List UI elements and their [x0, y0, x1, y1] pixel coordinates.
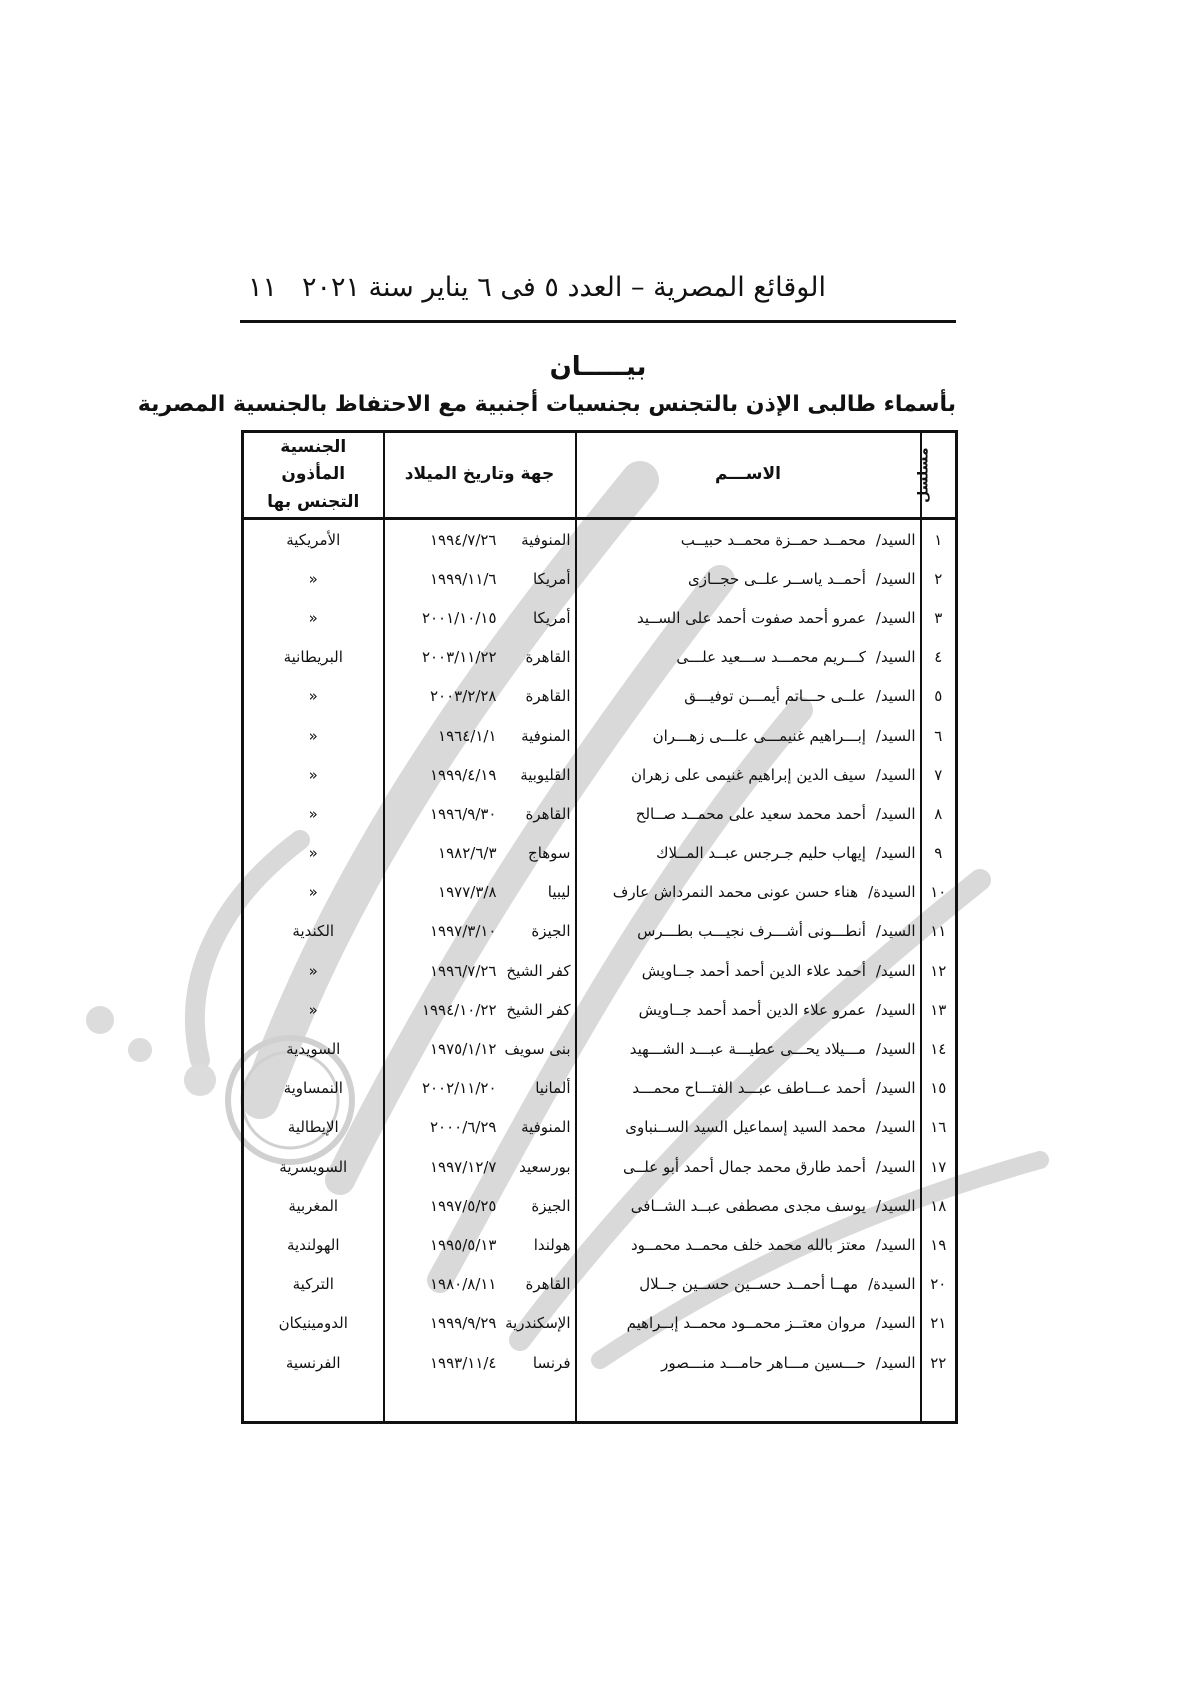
document-subtitle: بأسماء طالبى الإذن بالتجنس بجنسيات أجنبية مع الاحتفاظ بالجنسية المصرية	[137, 392, 956, 417]
table-row	[243, 794, 957, 833]
header-divider	[240, 320, 956, 323]
row-serial: ٥	[921, 677, 957, 716]
table-bottom-padding	[243, 1382, 957, 1423]
row-birth-cell	[384, 638, 576, 677]
row-name-cell	[576, 638, 921, 677]
row-birth-date: ١٩٧٧/٣/٨	[438, 883, 497, 902]
row-serial: ٢١	[921, 1304, 957, 1343]
table-row	[243, 951, 957, 990]
row-serial: ٢٢	[921, 1343, 957, 1382]
table-row	[243, 1304, 957, 1343]
row-serial: ١٤	[921, 1029, 957, 1068]
row-serial: ٧	[921, 755, 957, 794]
row-birth-date: ١٩٩٦/٩/٣٠	[429, 804, 497, 823]
row-serial: ٤	[921, 638, 957, 677]
row-name-cell	[576, 1147, 921, 1186]
row-name-cell	[576, 1265, 921, 1304]
row-birth-date: ١٩٩٤/٧/٢٦	[429, 530, 497, 549]
row-birth-cell	[384, 794, 576, 833]
row-name: مهــا أحمــد حســين حســين جــلال	[639, 1275, 859, 1294]
row-name-cell	[576, 1343, 921, 1382]
row-serial: ٩	[921, 834, 957, 873]
row-birth-cell	[384, 677, 576, 716]
row-serial: ٦	[921, 716, 957, 755]
row-birth-date: ٢٠٠٠/٦/٢٩	[429, 1118, 497, 1137]
row-title-prefix: السيدة/	[868, 1275, 916, 1294]
row-birth-cell	[384, 990, 576, 1029]
column-header-serial-label: مسلسل	[915, 447, 932, 504]
table-row	[243, 990, 957, 1029]
row-title-prefix: السيد/	[875, 1353, 916, 1372]
row-name: أحمد طارق محمد جمال أحمد أبو علــى	[622, 1157, 866, 1176]
row-name-cell	[576, 716, 921, 755]
row-birth-cell	[384, 951, 576, 990]
row-birth-place: الجيزة	[531, 922, 571, 941]
row-name: سيف الدين إبراهيم غنيمى على زهران	[630, 765, 866, 784]
row-name: إبـــراهيم غنيمـــى علـــى زهـــران	[652, 726, 866, 745]
row-birth-cell	[384, 1029, 576, 1068]
row-birth-cell	[384, 519, 576, 560]
row-nationality: الفرنسية	[243, 1343, 384, 1382]
row-name-cell	[576, 598, 921, 637]
row-birth-cell	[384, 598, 576, 637]
table-row	[243, 912, 957, 951]
row-title-prefix: السيد/	[875, 608, 916, 627]
row-serial: ١٧	[921, 1147, 957, 1186]
row-serial: ١	[921, 519, 957, 560]
table-row	[243, 834, 957, 873]
row-title-prefix: السيد/	[875, 1118, 916, 1137]
row-name-cell	[576, 677, 921, 716]
page-number: ١١	[248, 272, 278, 303]
column-header-birth: جهة وتاريخ الميلاد	[384, 432, 576, 519]
row-nationality: «	[243, 755, 384, 794]
row-nationality: «	[243, 794, 384, 833]
row-name: عمرو أحمد صفوت أحمد على الســيد	[637, 608, 866, 627]
row-birth-cell	[384, 755, 576, 794]
row-name: مروان معتــز محمــود محمــد إبــراهيم	[626, 1314, 866, 1333]
row-nationality: الإيطالية	[243, 1108, 384, 1147]
table-row	[243, 1108, 957, 1147]
row-birth-place: الإسكندرية	[505, 1314, 571, 1333]
row-title-prefix: السيد/	[875, 1079, 916, 1098]
row-name: إيهاب حليم جـرجس عبــد المــلاك	[656, 844, 866, 863]
row-name: أحمــد ياســر علــى حجــازى	[687, 569, 866, 588]
row-nationality: «	[243, 834, 384, 873]
row-nationality: التركية	[243, 1265, 384, 1304]
document-title: بيـــــان	[549, 352, 647, 382]
table-row	[243, 1265, 957, 1304]
row-birth-cell	[384, 1225, 576, 1264]
row-serial: ١٢	[921, 951, 957, 990]
row-birth-cell	[384, 1304, 576, 1343]
row-birth-cell	[384, 559, 576, 598]
row-nationality: «	[243, 873, 384, 912]
row-nationality: الأمريكية	[243, 519, 384, 560]
row-name-cell	[576, 755, 921, 794]
row-title-prefix: السيد/	[875, 765, 916, 784]
row-nationality: الكندية	[243, 912, 384, 951]
row-name: عمرو علاء الدين أحمد أحمد جــاويش	[638, 1000, 866, 1019]
row-birth-cell	[384, 1108, 576, 1147]
row-birth-cell	[384, 912, 576, 951]
row-name: كـــريم محمـــد ســـعيد علـــى	[676, 648, 866, 667]
page-header	[240, 268, 956, 312]
row-birth-place: فرنسا	[532, 1353, 571, 1372]
row-serial: ٨	[921, 794, 957, 833]
row-title-prefix: السيد/	[875, 687, 916, 706]
row-name: محمــد حمــزة محمــد حبيــب	[680, 530, 866, 549]
row-birth-place: المنوفية	[521, 1118, 571, 1137]
row-birth-cell	[384, 716, 576, 755]
row-birth-date: ٢٠٠٣/٢/٢٨	[429, 687, 497, 706]
row-birth-date: ١٩٩٧/٥/٢٥	[429, 1196, 497, 1215]
row-name-cell	[576, 1186, 921, 1225]
table-header-row	[243, 432, 957, 519]
row-title-prefix: السيد/	[875, 569, 916, 588]
column-header-serial	[915, 432, 957, 519]
column-header-nationality: الجنسية المأذون التجنس بها	[243, 432, 384, 519]
row-birth-place: الجيزة	[531, 1196, 571, 1215]
row-birth-cell	[384, 1147, 576, 1186]
row-birth-date: ٢٠٠١/١٠/١٥	[421, 608, 497, 627]
row-name-cell	[576, 1029, 921, 1068]
table-row	[243, 1343, 957, 1382]
row-birth-date: ١٩٩٧/٣/١٠	[429, 922, 497, 941]
row-serial: ١٨	[921, 1186, 957, 1225]
row-birth-place: المنوفية	[521, 726, 571, 745]
row-title-prefix: السيد/	[875, 1157, 916, 1176]
row-name: يوسف مجدى مصطفى عبــد الشــافى	[630, 1196, 866, 1215]
row-title-prefix: السيد/	[875, 961, 916, 980]
row-name: مـــيلاد يحـــى عطيـــة عبـــد الشـــهيد	[629, 1040, 866, 1059]
row-birth-place: القاهرة	[525, 1275, 571, 1294]
row-title-prefix: السيد/	[875, 1000, 916, 1019]
row-title-prefix: السيد/	[875, 1040, 916, 1059]
row-name-cell	[576, 834, 921, 873]
row-name: أحمد عـــاطف عبـــد الفتـــاح محمـــد	[632, 1079, 866, 1098]
row-name: هناء حسن عونى محمد النمرداش عارف	[612, 883, 859, 902]
row-birth-date: ١٩٨٠/٨/١١	[429, 1275, 497, 1294]
row-nationality: السويدية	[243, 1029, 384, 1068]
row-birth-cell	[384, 1343, 576, 1382]
row-birth-place: بورسعيد	[519, 1157, 571, 1176]
row-birth-cell	[384, 1069, 576, 1108]
row-birth-cell	[384, 873, 576, 912]
row-birth-date: ١٩٩٩/٤/١٩	[429, 765, 497, 784]
row-birth-date: ١٩٩٧/١٢/٧	[429, 1157, 497, 1176]
row-name: علــى حـــاتم أيمـــن توفيـــق	[684, 687, 866, 706]
row-birth-place: بنى سويف	[504, 1040, 571, 1059]
row-name: معتز بالله محمد خلف محمــد محمــود	[630, 1235, 866, 1254]
row-serial: ١٦	[921, 1108, 957, 1147]
row-birth-date: ١٩٩٦/٧/٢٦	[429, 961, 497, 980]
row-birth-date: ١٩٩٥/٥/١٣	[429, 1235, 497, 1254]
row-birth-date: ٢٠٠٣/١١/٢٢	[421, 648, 497, 667]
row-serial: ١٩	[921, 1225, 957, 1264]
row-title-prefix: السيد/	[875, 530, 916, 549]
row-name: أحمد محمد سعيد على محمــد صــالح	[635, 804, 866, 823]
row-nationality: السويسرية	[243, 1147, 384, 1186]
row-title-prefix: السيد/	[875, 844, 916, 863]
row-nationality: «	[243, 559, 384, 598]
row-nationality: المغربية	[243, 1186, 384, 1225]
row-nationality: النمساوية	[243, 1069, 384, 1108]
table-row	[243, 559, 957, 598]
row-serial: ١٣	[921, 990, 957, 1029]
row-birth-date: ١٩٩٣/١١/٤	[429, 1353, 497, 1372]
row-birth-date: ١٩٦٤/١/١	[438, 726, 497, 745]
row-name: أحمد علاء الدين أحمد أحمد جــاويش	[641, 961, 866, 980]
row-birth-place: كفر الشيخ	[506, 961, 571, 980]
row-birth-date: ٢٠٠٢/١١/٢٠	[421, 1079, 497, 1098]
table-row	[243, 873, 957, 912]
row-birth-place: المنوفية	[521, 530, 571, 549]
row-nationality: «	[243, 677, 384, 716]
row-birth-date: ١٩٨٢/٦/٣	[438, 844, 497, 863]
row-title-prefix: السيد/	[875, 1196, 916, 1215]
table-row	[243, 1147, 957, 1186]
row-birth-place: سوهاج	[528, 844, 571, 863]
row-name-cell	[576, 873, 921, 912]
row-name-cell	[576, 1304, 921, 1343]
column-header-name: الاســـم	[576, 432, 921, 519]
row-birth-place: أمريكا	[532, 569, 571, 588]
row-name: محمد السيد إسماعيل السيد الســنباوى	[625, 1118, 866, 1137]
row-serial: ١١	[921, 912, 957, 951]
row-name-cell	[576, 794, 921, 833]
row-birth-place: القاهرة	[525, 648, 571, 667]
row-title-prefix: السيد/	[875, 922, 916, 941]
row-birth-place: هولندا	[533, 1235, 571, 1254]
row-name-cell	[576, 990, 921, 1029]
row-nationality: البريطانية	[243, 638, 384, 677]
row-title-prefix: السيد/	[875, 648, 916, 667]
table-row	[243, 598, 957, 637]
row-birth-place: أمريكا	[532, 608, 571, 627]
row-birth-cell	[384, 1265, 576, 1304]
gazette-header-title: الوقائع المصرية – العدد ٥ فى ٦ يناير سنة ٢٠٢١	[301, 272, 826, 303]
table-row	[243, 677, 957, 716]
row-birth-place: ألمانيا	[535, 1079, 571, 1098]
row-title-prefix: السيد/	[875, 804, 916, 823]
table-row	[243, 638, 957, 677]
row-birth-place: كفر الشيخ	[506, 1000, 571, 1019]
row-birth-place: القاهرة	[525, 804, 571, 823]
row-name-cell	[576, 1225, 921, 1264]
row-birth-date: ١٩٩٤/١٠/٢٢	[421, 1000, 497, 1019]
row-nationality: «	[243, 716, 384, 755]
table-row	[243, 519, 957, 560]
row-name: أنطـــونى أشـــرف نجيـــب بطـــرس	[637, 922, 866, 941]
row-name-cell	[576, 1069, 921, 1108]
table-row	[243, 1069, 957, 1108]
row-serial: ٢	[921, 559, 957, 598]
row-birth-place: القاهرة	[525, 687, 571, 706]
row-name-cell	[576, 912, 921, 951]
row-birth-cell	[384, 834, 576, 873]
row-birth-date: ١٩٩٩/١١/٦	[429, 569, 497, 588]
row-serial: ١٠	[921, 873, 957, 912]
row-birth-cell	[384, 1186, 576, 1225]
row-title-prefix: السيدة/	[868, 883, 916, 902]
row-nationality: الهولندية	[243, 1225, 384, 1264]
table-row	[243, 1225, 957, 1264]
row-name: حـــسين مـــاهر حامـــد منـــصور	[661, 1353, 866, 1372]
row-serial: ٣	[921, 598, 957, 637]
table-row	[243, 1186, 957, 1225]
row-birth-date: ١٩٧٥/١/١٢	[429, 1040, 497, 1059]
row-name-cell	[576, 1108, 921, 1147]
row-serial: ١٥	[921, 1069, 957, 1108]
row-name-cell	[576, 519, 921, 560]
row-title-prefix: السيد/	[875, 1235, 916, 1254]
table-row	[243, 1029, 957, 1068]
row-birth-date: ١٩٩٩/٩/٢٩	[429, 1314, 497, 1333]
row-nationality: «	[243, 598, 384, 637]
row-title-prefix: السيد/	[875, 726, 916, 745]
row-birth-place: القليوبية	[520, 765, 571, 784]
row-birth-place: ليبيا	[547, 883, 571, 902]
row-serial: ٢٠	[921, 1265, 957, 1304]
table-row	[243, 716, 957, 755]
table-row	[243, 755, 957, 794]
row-title-prefix: السيد/	[875, 1314, 916, 1333]
applicants-table	[241, 430, 958, 1424]
row-name-cell	[576, 951, 921, 990]
row-nationality: «	[243, 951, 384, 990]
row-nationality: الدومينيكان	[243, 1304, 384, 1343]
row-name-cell	[576, 559, 921, 598]
row-nationality: «	[243, 990, 384, 1029]
